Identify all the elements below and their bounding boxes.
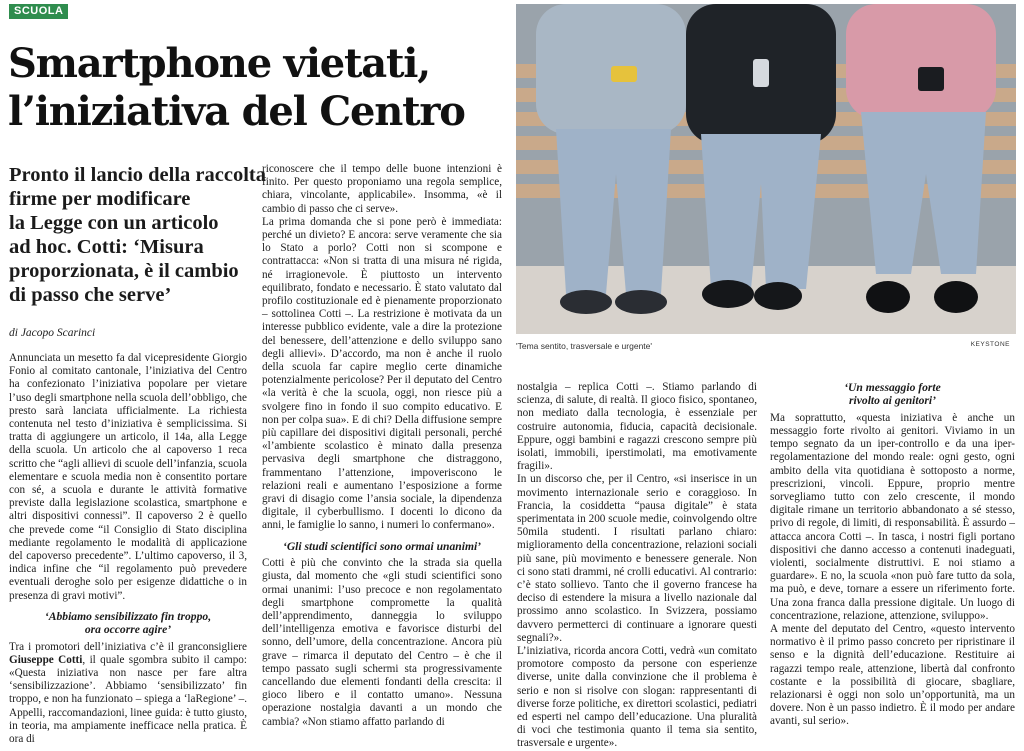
boot xyxy=(866,281,910,313)
smartphone xyxy=(611,66,637,82)
subhead-line: di passo che serve’ xyxy=(9,284,172,306)
article-column-4 xyxy=(770,381,1015,729)
subhead-line: Pronto il lancio della raccolta xyxy=(9,164,266,186)
subhead-line: firme per modificare xyxy=(9,188,191,210)
headline xyxy=(8,40,508,136)
student-jacket xyxy=(846,4,996,119)
subheading-line: ‘Gli studi scientifici sono ormai unanimi’ xyxy=(282,539,482,553)
section-tag: SCUOLA xyxy=(9,4,68,19)
subheading-line: ‘Abbiamo sensibilizzato fin troppo, xyxy=(44,609,212,623)
smartphone xyxy=(753,59,769,87)
subheading-line: ‘Un messaggio forte xyxy=(844,381,941,394)
paragraph xyxy=(9,641,247,747)
caption-text: 'Tema sentito, trasversale e urgente' xyxy=(516,341,653,351)
article-photo xyxy=(516,4,1016,334)
subhead-line: ad hoc. Cotti: ‘Misura xyxy=(9,236,204,258)
article-column-3 xyxy=(517,381,757,751)
sneaker xyxy=(615,290,667,314)
paragraph: La prima domanda che si pone però è immediata: perché un divieto? E ancora: serve veramente che sia lo Stato a porlo? Cotti non si scompone e contrattacca: «Non si tratta di una misura né rigida, né irragionevole. È piuttosto un intervento equilibrato, fondato e necessario. È stato valutato dal profilo costituzionale ed è pienamente proporzionato – sottolinea Cotti –. La restrizione è motivata da un interesse pubblico evidente, vale a dire la protezione del benessere, dell’attenzione e dello sviluppo sano degli allievi». D’accordo, ma non è anche il ruolo della scuola far capire meglio certe dinamiche potenzialmente pericolose? Per il deputato del Centro «la verità è che la scuola, oggi, non riesce più a svolgere fino in fondo il suo compito educativo. E non per colpa sua». E di chi? Della diffusione sempre più capillare dei dispositivi digitali personali, perché «l’ambiente scolastico è minato dalla presenza pervasiva degli smartphone che distraggono, frammentano l’attenzione, impoveriscono le relazioni reali e aumentano l’esposizione a forme gravi di disagio come l’ansia sociale, la dipendenza digitale, il cyberbullismo. I docenti lo dicono da anni, le famiglie lo sanno, i numeri lo confermano». xyxy=(262,215,502,532)
paragraph: A mente del deputato del Centro, «questo intervento normativo è il primo passo concreto per ripristinare il senso e la dignità dell’educazione. Restituire ai ragazzi tempo reale, attenzione, libertà dal confronto costante e la possibilità di giocare, sbagliare, relazionarsi è oggi non solo un’opportunità, ma un dovere. Non è un passo indietro. È il modo per andare avanti, sul serio». xyxy=(770,623,1015,728)
subhead-line: la Legge con un articolo xyxy=(9,212,219,234)
headline-line-2: l’iniziativa del Centro xyxy=(8,88,465,135)
photo-credit: KEYSTONE xyxy=(970,341,1010,348)
paragraph: riconoscere che il tempo delle buone intenzioni è finito. Per questo proponiamo una regola semplice, chiara, vincolante, applicabile». Insomma, «è il cambio di passo che ci serve». xyxy=(262,163,502,215)
section-subheading xyxy=(262,540,502,553)
paragraph-text: , il quale sgombra subito il campo: «Questa iniziativa non nasce per fare altra ‘sensibilizzazione’. Abbiamo ‘sensibilizzato’ fin troppo, e non ha funzionato – spiega a ‘laRegione’ –. Appelli, raccomandazioni, linee guida: è tutto giusto, in teoria, ma ampiamente inefficace nella pratica. È ora di xyxy=(9,653,247,746)
article-column-1 xyxy=(9,352,247,746)
section-subheading xyxy=(9,610,247,637)
section-subheading xyxy=(770,381,1015,408)
paragraph: Cotti è più che convinto che la strada sia quella giusta, dal momento che «gli studi scientifici sono ormai unanimi: l’uso precoce e non regolamentato degli smartphone compromette la qualità dell’apprendimento, danneggia lo sviluppo dell’intelligenza emotiva e favorisce disturbi del sonno, dell’umore, della concentrazione. Ancora più grave – rimarca il deputato del Centro – è che il tempo passato sugli schermi sta progressivamente cancellando due elementi fondanti della crescita: il gioco libero e il contatto umano». Nessuna operazione nostalgia davanti a un mondo che cambia? «Non stiamo affatto parlando di xyxy=(262,557,502,728)
boot xyxy=(702,280,754,308)
sneaker xyxy=(560,290,612,314)
paragraph: Ma soprattutto, «questa iniziativa è anche un messaggio forte rivolto ai genitori. Viviamo in un tempo segnato da un iper-controllo e da una iper-regolamentazione del mondo reale: ogni gesto, ogni ambito della vita quotidiana è sottoposto a norme, prescrizioni, vincoli. Eppure, proprio mentre sorvegliamo tutto con zelo crescente, il mondo digitale rimane un territorio abbandonato a sé stesso, privo di regole, di limiti, di responsabilità. È assurdo – attacca ancora Cotti –. In tasca, i nostri figli portano dispositivi che danno accesso a contenuti inadeguati, violenti, socialmente distruttivi. E noi stiamo a guardare». E no, la scuola «non può fare tutto da sola, ma può, e deve, tornare a essere un riferimento forte. Una zona franca dalla pressione digitale. Un luogo di concentrazione, relazione, attenzione, sviluppo». xyxy=(770,411,1015,622)
boot xyxy=(934,281,978,313)
subheadline xyxy=(9,163,266,307)
article-column-2 xyxy=(262,163,502,729)
boot xyxy=(754,282,802,310)
smartphone xyxy=(918,67,944,91)
paragraph: In un discorso che, per il Centro, «si inserisce in un movimento internazionale serio e coraggioso. In Francia, la cosiddetta “pausa digitale” è stata sperimentata in 200 scuole medie, coinvolgendo oltre 50mila studenti. I risultati parlano chiaro: miglioramento della concentrazione, relazioni sociali più sane, più movimento e benessere generale. Non ci sono stati drammi, né crolli educativi. Al contrario: c’è stato sollievo. Tanto che il governo francese ha deciso di estendere la misura a livello nazionale dal prossimo anno scolastico. In Svizzera, possiamo davvero permetterci di continuare a ignorare questi segnali?». xyxy=(517,473,757,644)
headline-line-1: Smartphone vietati, xyxy=(8,40,430,87)
subhead-line: proporzionata, è il cambio xyxy=(9,260,239,282)
paragraph: nostalgia – replica Cotti –. Stiamo parlando di scienza, di salute, di realtà. Il gioco fisico, spontaneo, non mediato dalla tecnologia, è essenziale per costruire autonomia, fiducia, capacità decisionale. Eppure, oggi bambini e ragazzi crescono sempre più isolati, immobili, iperstimolati, ma emotivamente fragili». xyxy=(517,381,757,473)
subheading-line: ora occorre agire’ xyxy=(84,623,172,637)
paragraph: Annunciata un mesetto fa dal vicepresidente Giorgio Fonio al comitato cantonale, l’iniziativa del Centro ha confezionato l’iniziativa popolare per vietare l’uso degli smartphone nella scuola dell’obbligo, che presto sarà lanciata ufficialmente. La richiesta contenuta nel testo d’iniziativa è semplicissima. Si tratta di aggiungere un articolo, il 14a, alla Legge della scuola. Un articolo che al capoverso 1 reca scritto che “agli allievi di scuole dell’infanzia, scuola elementare e scuola media non è consentito portare con sé, a scuola e durante le attività formative previste dalla legislazione scolastica, smartphone e altri dispositivi connessi”. Il capoverso 2 è quello che prevede come “il Consiglio di Stato disciplina mediante regolamento le modalità di applicazione del capoverso precedente”. L’ultimo capoverso, il 3, indica infine che “il regolamento può prevedere eventuali deroghe solo per esigenze didattiche o in presenza di gravi motivi”. xyxy=(9,352,247,602)
paragraph-text: Tra i promotori dell’iniziativa c’è il granconsigliere xyxy=(9,640,247,653)
paragraph: L’iniziativa, ricorda ancora Cotti, vedrà «un comitato promotore composto da persone con esperienze diverse, unite dalla convinzione che il problema è serio e non si risolve con slogan: rappresentanti di diverse forze politiche, ex direttori scolastici, pediatri ed esperti nel campo dell’educazione. Una pluralità di voci che testimonia quanto il tema sia sentito, trasversale e urgente». xyxy=(517,645,757,750)
byline: di Jacopo Scarinci xyxy=(9,327,96,339)
students-on-bench-photo xyxy=(516,4,1016,334)
subheading-line: rivolto ai genitori’ xyxy=(849,394,936,408)
photo-caption xyxy=(516,341,1016,351)
person-name: Giuseppe Cotti xyxy=(9,653,83,666)
